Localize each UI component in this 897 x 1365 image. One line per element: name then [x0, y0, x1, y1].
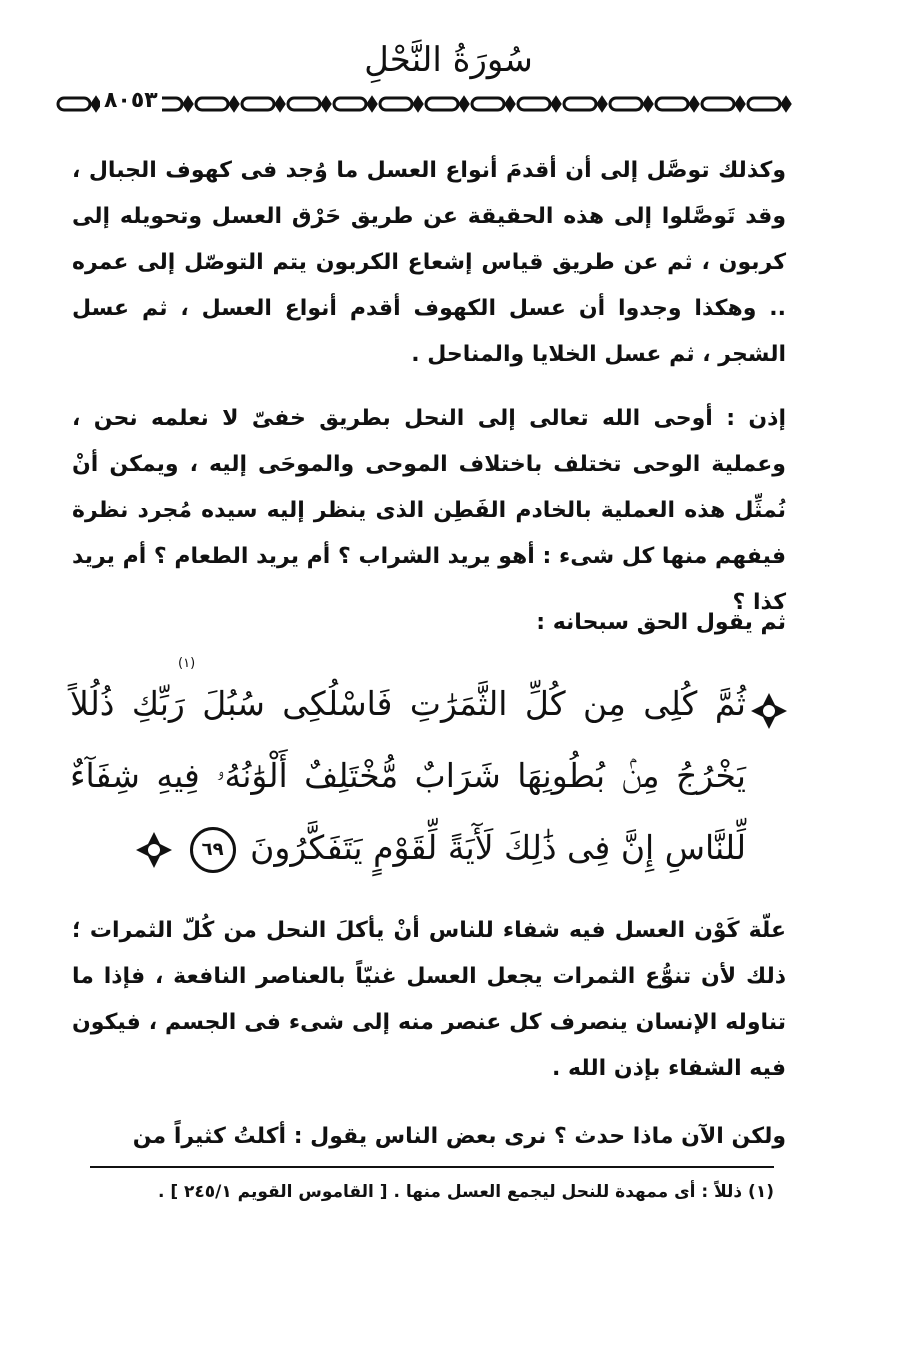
surah-title: سُورَةُ النَّحْلِ [364, 40, 533, 80]
paragraph-caves-honey: وكذلك توصَّل إلى أن أقدمَ أنواع العسل ما وُجد فى كهوف الجبال ، وقد تَوصَّلوا إلى هذه الحقيقة عن طريق حَرْق العسل وتحويله إلى كربون ، ثم عن طريق قياس إشعاع الكربون يتم التوصّل إلى عمره .. وهكذا وجدوا أن عسل الكهوف أقدم أنواع العسل ، ثم عسل الشجر ، ثم عسل الخلايا والمناحل . [72, 158, 786, 367]
ornament-link [242, 98, 274, 110]
ornament-link [472, 98, 504, 110]
ornament-diamond [598, 98, 606, 110]
ornament-link [748, 98, 780, 110]
verse-end-ornament-icon [133, 829, 175, 871]
ornament-diamond [92, 98, 100, 110]
ornament-diamond [230, 98, 238, 110]
ornament-diamond [460, 98, 468, 110]
ornament-diamond [552, 98, 560, 110]
ornament-diamond [690, 98, 698, 110]
ornament-link [58, 98, 90, 110]
ornament-diamond [506, 98, 514, 110]
paragraph-now: ولكن الآن ماذا حدث ؟ نرى بعض الناس يقول : أكلتُ كثيراً من [132, 1124, 786, 1149]
paragraph-healing: علّة كَوْن العسل فيه شفاء للناس أنْ يأكلَ النحل من كُلّ الثمرات ؛ ذلك لأن تنوُّع الثمرات يجعل العسل غنيّاً بالعناصر النافعة ، فإذا ما تناوله الإنسان ينصرف كل عنصر منه إلى شىء فى الجسم ، فيكون فيه الشفاء بإذن الله . [72, 918, 786, 1081]
ornament-link [656, 98, 688, 110]
ornament-link [380, 98, 412, 110]
paragraph-revelation: إذن : أوحى الله تعالى إلى النحل بطريق خفىّ لا نعلمه نحن ، وعملية الوحى تختلف باختلاف الموحى والموحَى إليه ، ويمكن أنْ نُمثِّل هذه العملية بالخادم الفَطِن الذى ينظر إليه سيده مُجرد نظرة فيفهم منها كل شىء : أهو يريد الشراب ؟ أم يريد الطعام ؟ أم يريد كذا ؟ [72, 406, 786, 615]
ornament-diamond [782, 98, 790, 110]
ornament-link [288, 98, 320, 110]
ornament-diamond [184, 98, 192, 110]
footnote-divider [90, 1166, 774, 1168]
ornament-link [426, 98, 458, 110]
footnote: (١) ذللاً : أى ممهدة للنحل ليجمع العسل منها . [ القاموس القويم ٢٤٥/١ ] . [157, 1182, 774, 1202]
verse-start-ornament-icon [748, 690, 790, 732]
quran-verse [70, 668, 790, 883]
page-number: ٨٠٥٣ [100, 88, 162, 113]
ornament-link [564, 98, 596, 110]
ornament-diamond [644, 98, 652, 110]
ornament-diamond [276, 98, 284, 110]
verse-text: ثُمَّ كُلِى مِن كُلِّ الثَّمَرَٰتِ فَاسْلُكِى سُبُلَ رَبِّكِ ذُلُلاً يَخْرُجُ مِنۢ بُطُونِهَا شَرَابٌ مُّخْتَلِفٌ أَلْوَٰنُهُۥ فِيهِ شِفَآءٌ لِّلنَّاسِ إِنَّ فِى ذَٰلِكَ لَأٓيَةً لِّقَوْمٍ يَتَفَكَّرُونَ [70, 684, 746, 867]
footnote-marker: (١) [178, 656, 196, 671]
ornament-link [196, 98, 228, 110]
ornament-diamond [368, 98, 376, 110]
paragraph-intro-verse: ثم يقول الحق سبحانه : [536, 610, 786, 635]
ornament-link [702, 98, 734, 110]
ornament-diamond [414, 98, 422, 110]
ornament-link [518, 98, 550, 110]
ornament-diamond [736, 98, 744, 110]
ornament-diamond [322, 98, 330, 110]
ornament-link [610, 98, 642, 110]
ornament-bar [48, 90, 816, 118]
verse-number: ٦٩ [190, 827, 236, 873]
ornament-link [334, 98, 366, 110]
verse-text-container [70, 668, 790, 884]
